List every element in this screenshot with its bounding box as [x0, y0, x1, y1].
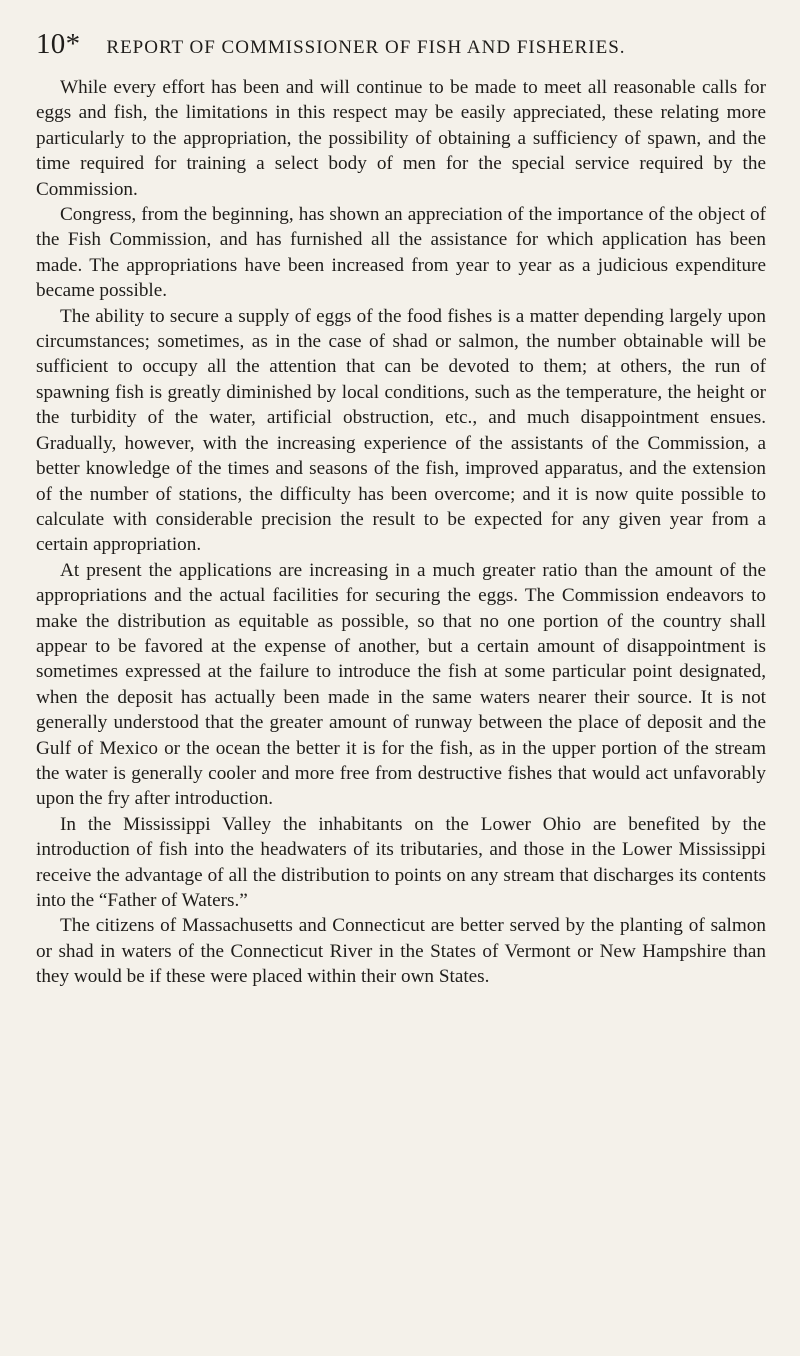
paragraph: Congress, from the beginning, has shown an appreciation of the importance of the object of the Fish Commission, and has furnished all the assistance for which application has been made. The appropriations have been increased from year to year as a judicious expenditure became possible. [36, 204, 766, 302]
report-title: REPORT OF COMMISSIONER OF FISH AND FISHERIES. [106, 37, 626, 58]
paragraph: The citizens of Massachusetts and Connecticut are better served by the planting of salmon or shad in waters of the Connecticut River in the States of Vermont or New Hampshire than they would be if these were placed within their own States. [36, 915, 766, 988]
running-header [36, 28, 766, 61]
body-text [36, 75, 766, 990]
paragraph: At present the applications are increasing in a much greater ratio than the amount of the appropriations and the actual facilities for securing the eggs. The Commission endeavors to make the distribution as equitable as possible, so that no one portion of the country shall appear to be favored at the expense of another, but a certain amount of disappointment is sometimes expressed at the failure to introduce the fish at some particular point designated, when the deposit has actually been made in the same waters nearer their source. It is not generally understood that the greater amount of runway between the place of deposit and the Gulf of Mexico or the ocean the better it is for the fish, as in the upper portion of the stream the water is generally cooler and more free from destructive fishes that would act unfavorably upon the fry after introduction. [36, 559, 766, 810]
page-number: 10* [36, 28, 81, 60]
paragraph: In the Mississippi Valley the inhabitants on the Lower Ohio are benefited by the introduction of fish into the headwaters of its tributaries, and those in the Lower Mississippi receive the advantage of all the distribution to points on any stream that discharges its contents into the “Father of Waters.” [36, 813, 766, 911]
paragraph: The ability to secure a supply of eggs of the food fishes is a matter depending largely upon circumstances; sometimes, as in the case of shad or salmon, the number obtainable will be sufficient to occupy all the attention that can be devoted to them; at others, the run of spawning fish is greatly diminished by local conditions, such as the temperature, the height or the turbidity of the water, artificial obstruction, etc., and much disappointment ensues. Gradually, however, with the increasing experience of the assistants of the Commission, a better knowledge of the times and seasons of the fish, improved apparatus, and the extension of the number of stations, the difficulty has been overcome; and it is now quite possible to calculate with considerable precision the result to be expected for any given year from a certain appropriation. [36, 305, 766, 556]
paragraph: While every effort has been and will continue to be made to meet all reasonable calls for eggs and fish, the limitations in this respect may be easily appreciated, these relating more particularly to the appropriation, the possibility of obtaining a sufficiency of spawn, and the time required for training a select body of men for the special service required by the Commission. [36, 77, 766, 200]
